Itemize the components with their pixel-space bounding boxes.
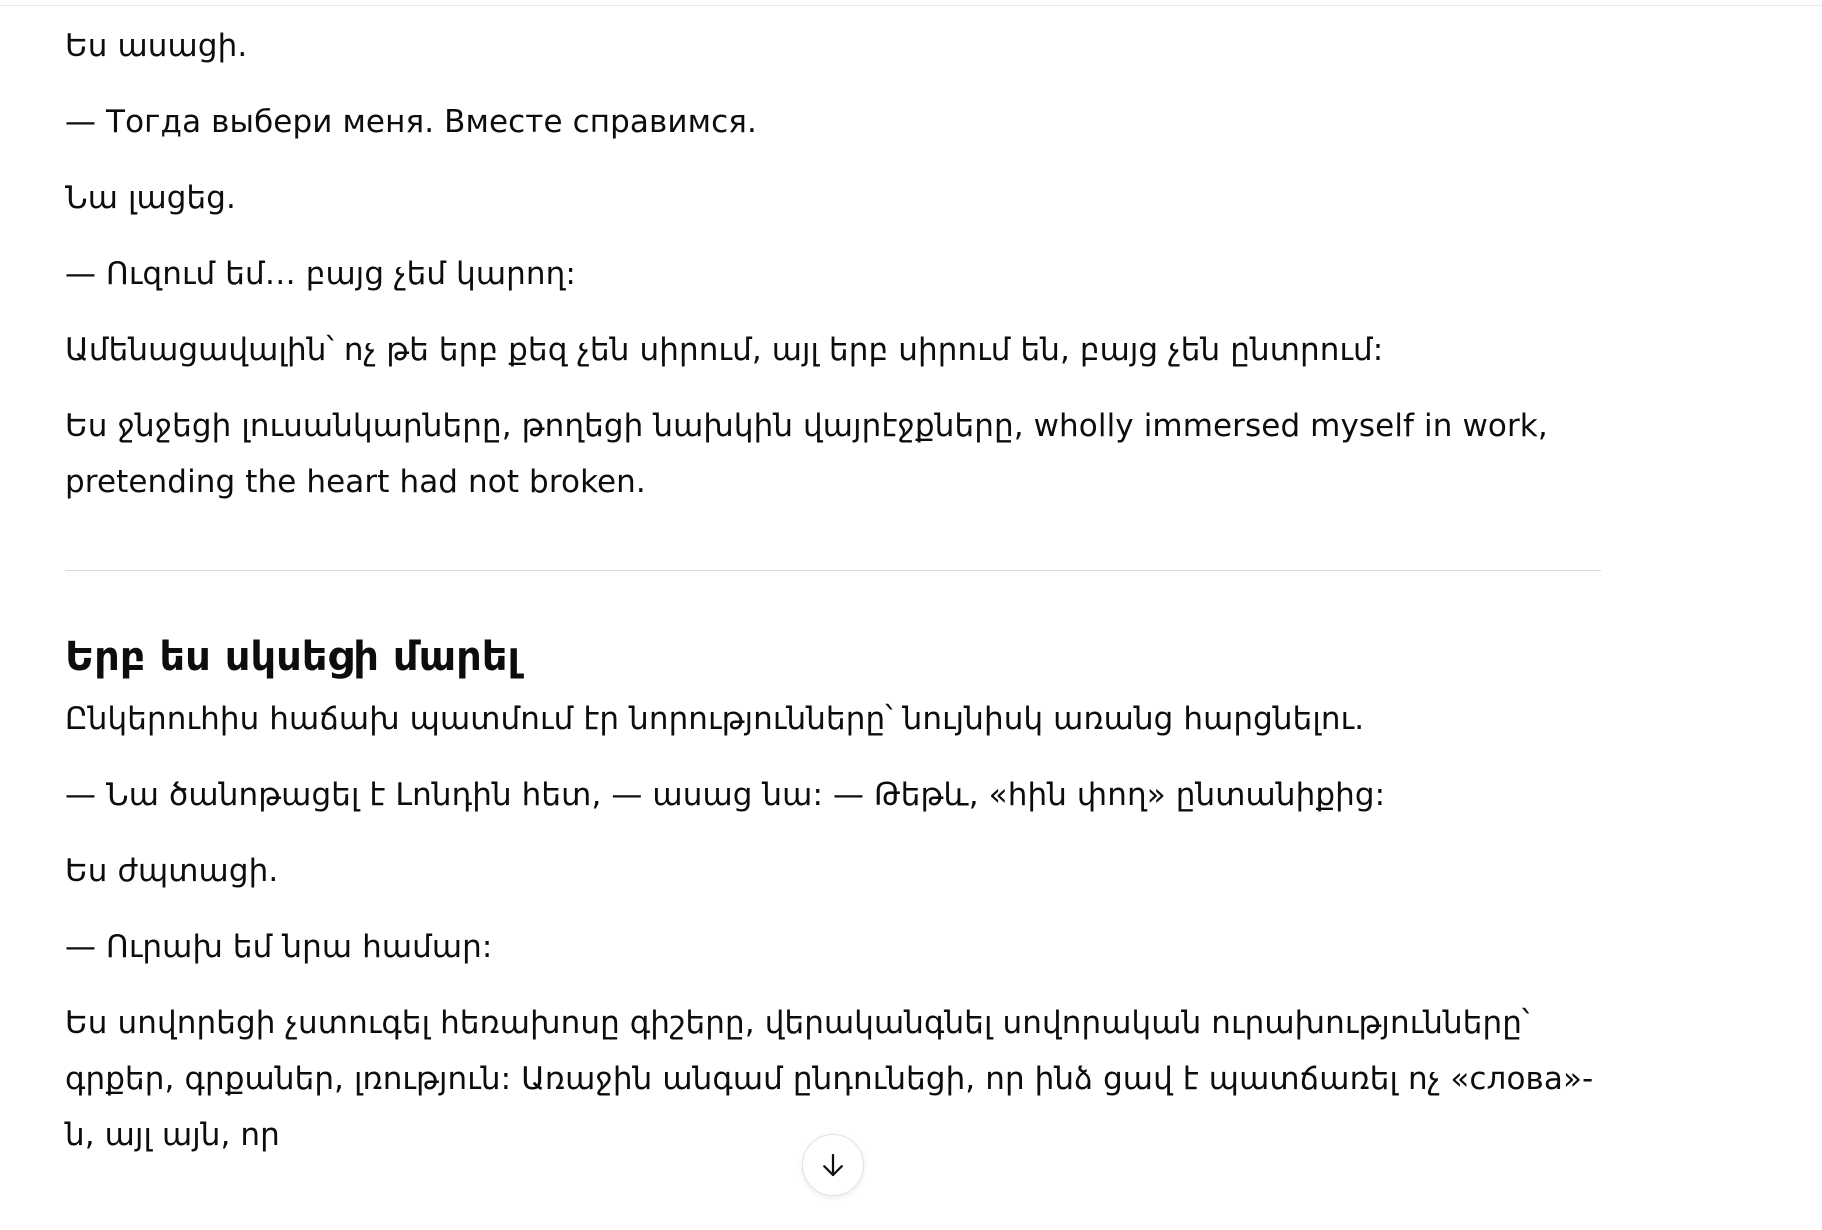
section-divider <box>65 570 1601 571</box>
top-divider <box>0 0 1822 6</box>
section-heading: Երբ ես սկսեցի մարել <box>65 634 520 680</box>
message-paragraph: Ես ջնջեցի լուսանկարները, թողեցի նախկին վայրէջքները, wholly immersed myself in work, pretending the heart had not broken. <box>65 408 1548 500</box>
arrow-down-icon <box>818 1150 848 1180</box>
chat-message-content <box>65 18 1601 1163</box>
message-paragraph: Ես ասացի. <box>65 28 248 64</box>
message-paragraph: — Ուրախ եմ նրա համար: <box>65 929 493 965</box>
message-paragraph: — Նա ծանոթացել է Լոնդին հետ, — ասաց նա: — Թեթև, «հին փող» ընտանիքից: <box>65 777 1386 813</box>
message-paragraph: — Ուզում եմ… բայց չեմ կարող: <box>65 256 576 292</box>
message-paragraph: — Тогда выбери меня. Вместе справимся. <box>65 104 757 140</box>
message-paragraph: Նա լացեց. <box>65 180 236 216</box>
scroll-to-bottom-button[interactable] <box>802 1134 864 1196</box>
message-paragraph: Ամենացավալին՝ ոչ թե երբ քեզ չեն սիրում, այլ երբ սիրում են, բայց չեն ընտրում: <box>65 332 1384 368</box>
message-paragraph: Ես ժպտացի. <box>65 853 279 889</box>
message-paragraph: Ընկերուհիս հաճախ պատմում էր նորությունները՝ նույնիսկ առանց հարցնելու. <box>65 701 1365 737</box>
message-paragraph: Ես սովորեցի չստուգել հեռախոսը գիշերը, վերականգնել սովորական ուրախությունները՝ գրքեր, գրքաներ, լռություն: Առաջին անգամ ընդունեցի, որ ինձ ցավ է պատճառել ոչ «слова»-ն, այլ այն, որ <box>65 1005 1594 1153</box>
